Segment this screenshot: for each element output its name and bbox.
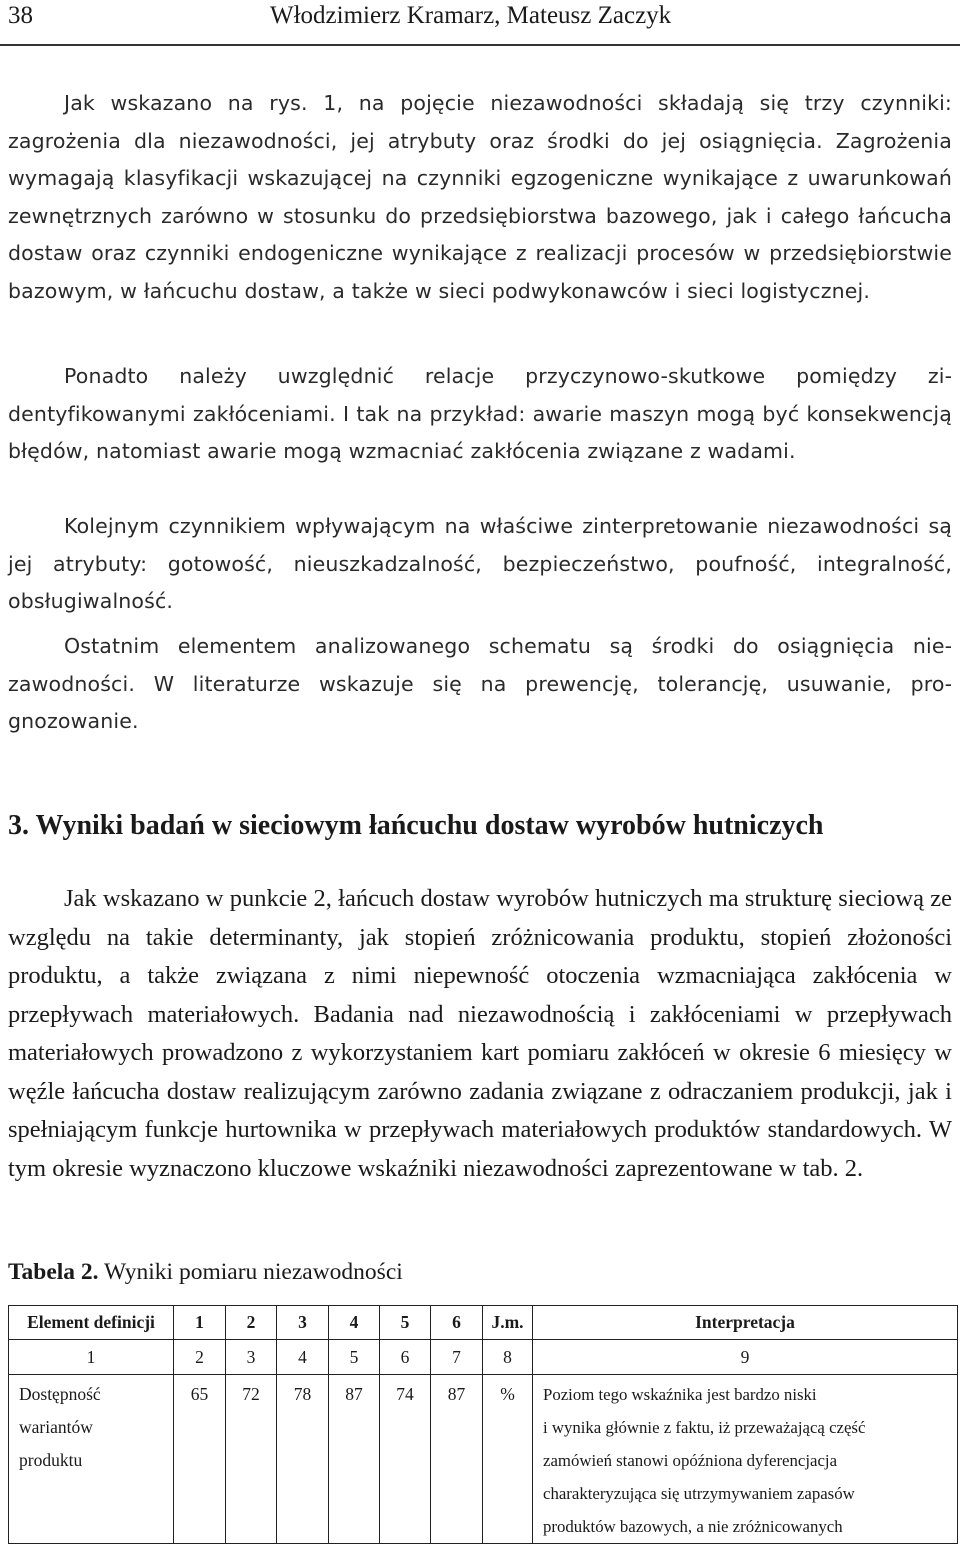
- value-cell: 74: [380, 1375, 431, 1544]
- definition-line: produktu: [19, 1450, 83, 1470]
- table-caption-label: Tabela 2.: [8, 1259, 99, 1285]
- table-header-cell: 3: [277, 1306, 329, 1340]
- value-cell: 78: [277, 1375, 329, 1544]
- table-cell: 9: [533, 1340, 958, 1375]
- definition-cell: [9, 1375, 174, 1544]
- paragraph-5: Jak wskazano w punkcie 2, łańcuch dostaw wyrobów hutniczych ma strukturę sieciową ze względu na takie determinanty, jak stopień zróżnicowania produktu, stopień złożoności produktu, a także związana z nimi niepewność otoczenia wzmacniająca zakłócenia w przepływach materiałowych. Badania nad niezawodnością i zakłóceniami w przepływach materiałowych prowadzono z wykorzystaniem kart pomiaru zakłóceń w okresie 6 miesięcy w węźle łańcucha dostaw realizującym zarówno zadania związane z odraczaniem produkcji, jak i spełniającym funkcje hurtownika w przepływach materiałowych produktów standardowych. W tym okresie wyznaczono kluczowe wskaźniki niezawodności zaprezentowane w tab. 2.: [8, 885, 952, 1182]
- interpretation-cell: [533, 1375, 958, 1544]
- table-header-cell: 6: [431, 1306, 483, 1340]
- table-header-cell: 2: [226, 1306, 277, 1340]
- value-cell: 87: [431, 1375, 483, 1544]
- table-cell: 6: [380, 1340, 431, 1375]
- table-header-cell: Interpretacja: [533, 1306, 958, 1340]
- interpretation-line: zamówień stanowi opóźniona dyferencjacja: [543, 1451, 838, 1470]
- table-numbering-row: [9, 1340, 958, 1375]
- definition-line: wariantów: [19, 1417, 93, 1437]
- paragraph-1: Jak wskazano na rys. 1, na pojęcie niezawodności składają się trzy czynniki: zagrożenia dla niezawodności, jej atrybuty oraz środki do jej osiągnięcia. Zagrożenia wymagają klasyfikacji wskazującej na czynniki egzogeniczne wynikające z uwarunkowań zewnętrznych zarówno w stosunku do przedsiębiorstwa bazowego, jak i całego łańcucha dostaw oraz czynniki endogeniczne wynikające z realizacji procesów w przedsiębiorstwie bazowym, w łańcuchu dostaw, a także w sieci podwykonawców i sieci logistycznej.: [8, 91, 952, 303]
- section-heading: 3. Wyniki badań w sieciowym łańcuchu dostaw wyrobów hutniczych: [8, 810, 824, 841]
- table-cell: 1: [9, 1340, 174, 1375]
- paragraph-4: Ostatnim elementem analizowanego schematu są środki do osiągnięcia niezawodności. W literaturze wskazuje się na prewencję, tolerancję, usuwanie, prognozowanie.: [8, 634, 952, 733]
- table-header-row: [9, 1306, 958, 1340]
- table-row: [9, 1375, 958, 1544]
- table-caption: [8, 1255, 403, 1289]
- table-caption-text: Wyniki pomiaru niezawodności: [98, 1259, 403, 1285]
- results-table: [8, 1305, 958, 1544]
- table-cell: 3: [226, 1340, 277, 1375]
- value-cell: 87: [329, 1375, 380, 1544]
- table-header-cell: 5: [380, 1306, 431, 1340]
- table-cell: 2: [174, 1340, 226, 1375]
- unit-cell: %: [483, 1375, 533, 1544]
- paragraph-3: Kolejnym czynnikiem wpływającym na właściwe zinterpretowanie niezawodności są jej atrybuty: gotowość, nieuszkadzalność, bezpieczeństwo, poufność, integralność, obsługiwalność.: [8, 514, 952, 613]
- page-number: 38: [8, 2, 33, 29]
- page-header: [0, 0, 960, 46]
- value-cell: 65: [174, 1375, 226, 1544]
- paragraph-2: Ponadto należy uwzględnić relacje przyczynowo-skutkowe pomiędzy zidentyfikowanymi zakłóceniami. I tak na przykład: awarie maszyn mogą być konsekwencją błędów, natomiast awarie mogą wzmacniać zakłócenia związane z wadami.: [8, 364, 952, 463]
- interpretation-line: Poziom tego wskaźnika jest bardzo niski: [543, 1385, 817, 1404]
- definition-line: Dostępność: [19, 1384, 101, 1404]
- table-header-cell: 4: [329, 1306, 380, 1340]
- table-header-cell: 1: [174, 1306, 226, 1340]
- running-head-authors: Włodzimierz Kramarz, Mateusz Zaczyk: [270, 2, 672, 29]
- table-cell: 8: [483, 1340, 533, 1375]
- table-cell: 4: [277, 1340, 329, 1375]
- interpretation-line: produktów bazowych, a nie zróżnicowanych: [543, 1517, 843, 1536]
- interpretation-line: charakteryzująca się utrzymywaniem zapasów: [543, 1484, 855, 1503]
- table-cell: 7: [431, 1340, 483, 1375]
- table-header-cell: J.m.: [483, 1306, 533, 1340]
- table-cell: 5: [329, 1340, 380, 1375]
- value-cell: 72: [226, 1375, 277, 1544]
- table-header-cell: Element definicji: [9, 1306, 174, 1340]
- interpretation-line: i wynika głównie z faktu, iż przeważającą część: [543, 1418, 866, 1437]
